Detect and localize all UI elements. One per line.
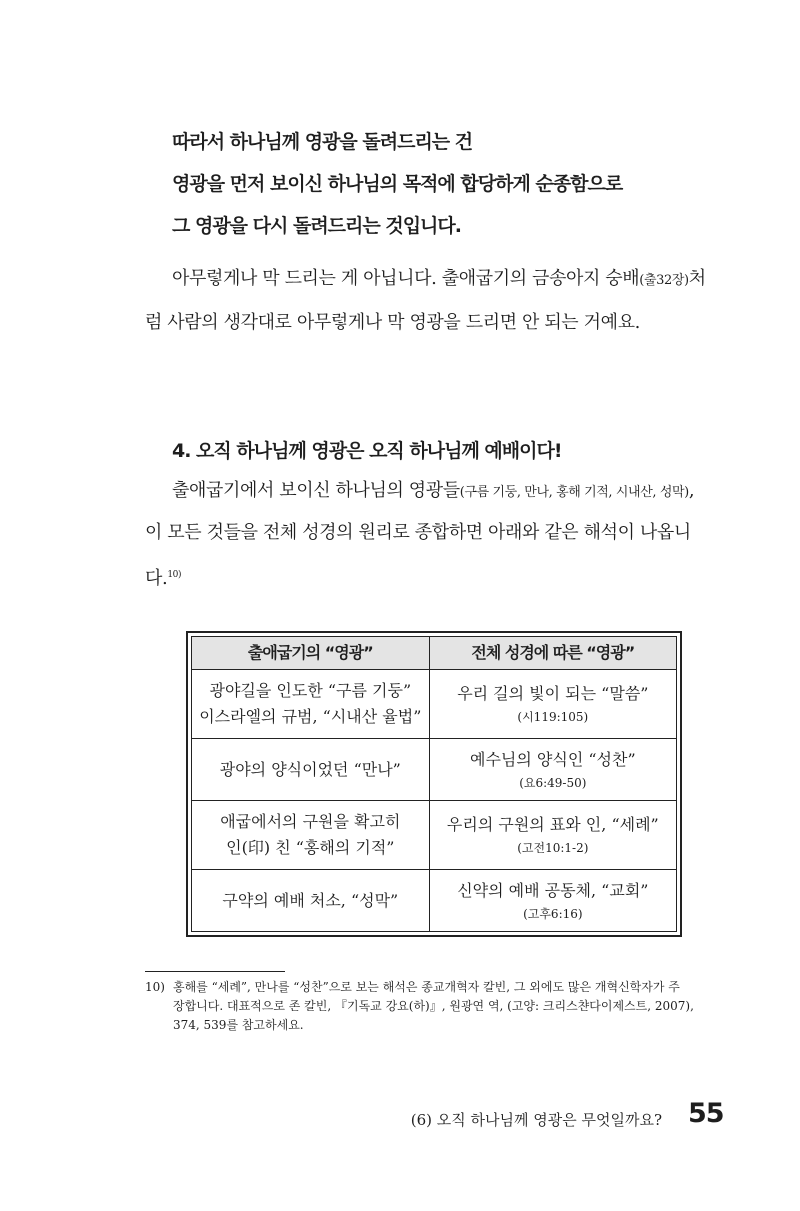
scripture-ref: (요6:49-50) xyxy=(519,775,587,790)
table-cell-left: 광야의 양식이었던 “만나” xyxy=(192,739,430,801)
scripture-ref: (고전10:1-2) xyxy=(517,841,589,856)
glory-comparison-table xyxy=(186,631,682,937)
paragraph-1-line-1: 아무렇게나 막 드리는 게 아닙니다. 출애굽기의 금송아지 숭배(출32장)처 xyxy=(172,268,706,289)
table-row xyxy=(192,739,677,801)
paragraph-1-line-2: 럼 사람의 생각대로 아무렇게나 막 영광을 드리면 안 되는 거예요. xyxy=(145,312,640,333)
table-cell-left: 애굽에서의 구원을 확고히 인(印) 친 “홍해의 기적” xyxy=(192,800,430,869)
table-row xyxy=(192,800,677,869)
scripture-ref: (출32장) xyxy=(639,273,689,288)
table-header-bible: 전체 성경에 따른 “영광” xyxy=(429,637,676,670)
table-cell-left: 광야길을 인도한 “구름 기둥” 이스라엘의 규범, “시내산 율법” xyxy=(192,670,430,739)
table-row xyxy=(192,670,677,739)
running-head: (6) 오직 하나님께 영광은 무엇일까요? xyxy=(410,1111,662,1129)
footnote: 10) 홍해를 “세례”, 만나를 “성찬”으로 보는 해석은 종교개혁자 칼빈, 그 외에도 많은 개혁신학자가 주 장합니다. 대표적으로 존 칼빈, 『기독교 강요(하)』, 원광연 역, (고양: 크리스챤다이제스트, 2007), 374, 539를 참고하세요. xyxy=(145,980,694,1032)
table-cell-right: 우리의 구원의 표와 인, “세례” (고전10:1-2) xyxy=(429,800,676,869)
scripture-ref: (시119:105) xyxy=(517,710,589,725)
table-row xyxy=(192,870,677,932)
footnote-number: 10) xyxy=(145,980,165,994)
emphasis-line-2: 영광을 먼저 보이신 하나님의 목적에 합당하게 순종함으로 xyxy=(172,173,623,195)
table-header-row xyxy=(192,637,677,670)
section-heading: 4. 오직 하나님께 영광은 오직 하나님께 예배이다! xyxy=(172,440,562,462)
paragraph-2-line-3: 다.$^{10)}$ xyxy=(145,568,182,589)
footnote-divider xyxy=(145,971,285,972)
table-cell-right: 예수님의 양식인 “성찬” (요6:49-50) xyxy=(429,739,676,801)
page-number: 55 xyxy=(688,1098,724,1129)
table-cell-left: 구약의 예배 처소, “성막” xyxy=(192,870,430,932)
scripture-ref: (고후6:16) xyxy=(523,906,583,921)
table-cell-right: 우리 길의 빛이 되는 “말씀” (시119:105) xyxy=(429,670,676,739)
table-header-exodus: 출애굽기의 “영광” xyxy=(192,637,430,670)
paragraph-2-line-1: 출애굽기에서 보이신 하나님의 영광들(구름 기둥, 만나, 홍해 기적, 시내산, 성막), xyxy=(172,480,695,501)
emphasis-line-1: 따라서 하나님께 영광을 돌려드리는 건 xyxy=(172,131,473,153)
footnote-mark: 10) xyxy=(167,570,182,580)
glory-list: (구름 기둥, 만나, 홍해 기적, 시내산, 성막) xyxy=(459,485,689,500)
paragraph-2-line-2: 이 모든 것들을 전체 성경의 원리로 종합하면 아래와 같은 해석이 나옵니 xyxy=(145,522,691,543)
emphasis-line-3: 그 영광을 다시 돌려드리는 것입니다. xyxy=(172,215,461,237)
table-cell-right: 신약의 예배 공동체, “교회” (고후6:16) xyxy=(429,870,676,932)
